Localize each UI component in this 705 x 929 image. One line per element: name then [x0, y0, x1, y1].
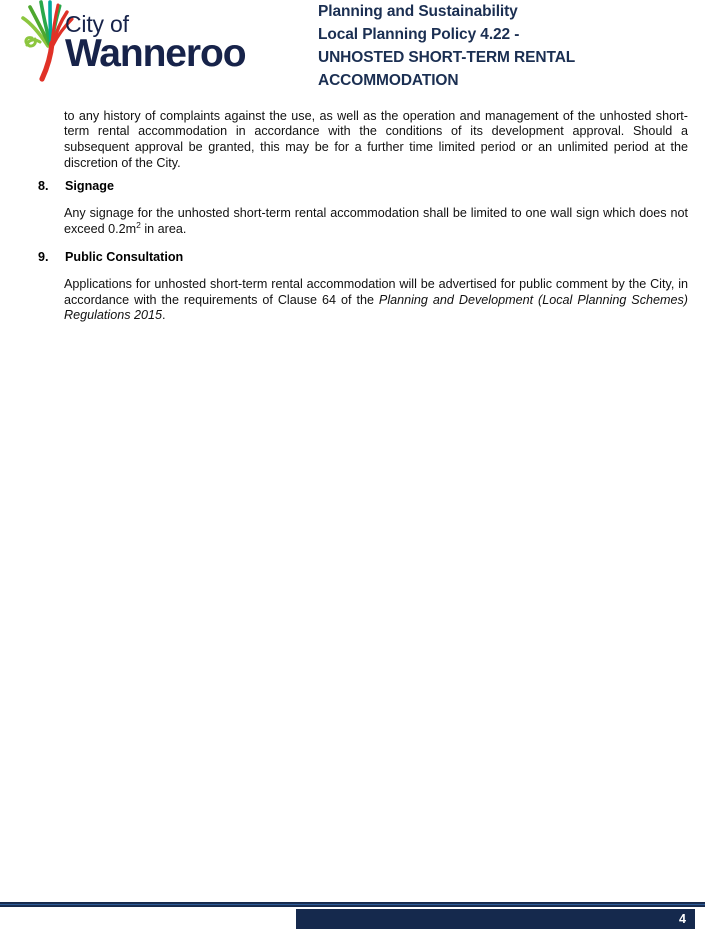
section-9-title: Public Consultation [65, 250, 184, 264]
section-8-number: 8. [38, 179, 49, 193]
section-8-superscript: 2 [136, 219, 141, 230]
city-of-wanneroo-logo [18, 0, 268, 88]
logo-city-of-text: City of [65, 11, 129, 37]
header-title-line-1: Planning and Sustainability [318, 3, 518, 20]
section-9-text-lead: Applications for unhosted short-term rental accommodation will be advertised for public comment by the City, in accordance with the requirements of Clause 64 of the [64, 277, 688, 307]
section-9-number: 9. [38, 250, 49, 264]
footer-page-number-bar [296, 909, 695, 929]
header-title-line-3: UNHOSTED SHORT-TERM RENTAL [318, 49, 576, 66]
footer-divider-rule-highlight [0, 904, 705, 905]
section-8-heading [38, 178, 688, 194]
section-8-text-main: Any signage for the unhosted short-term rental accommodation shall be limited to one wall sign which does not exceed 0.2m [64, 206, 688, 236]
logo-wordmark [65, 12, 270, 74]
section-9-body [64, 277, 688, 324]
page-header [0, 0, 705, 92]
document-header-title [318, 0, 698, 92]
header-title-line-2: Local Planning Policy 4.22 - [318, 26, 520, 43]
section-8-title: Signage [65, 179, 114, 193]
section-9-text-italic: Planning and Development (Local Planning Schemes) Regulations 2015 [64, 292, 688, 323]
section-9-text-tail: . [162, 308, 166, 323]
footer-divider-rule [0, 902, 705, 907]
section-8-text-tail: in area. [140, 221, 187, 236]
continued-paragraph: to any history of complaints against the use, as well as the operation and management of the unhosted short-term rental accommodation in accordance with the conditions of its development approval. Should a subsequent approval be granted, this may be for a further time limited period or an unlimited period at the discretion of the City. [64, 108, 688, 170]
section-9-heading [38, 249, 688, 265]
page-number: 4 [679, 912, 686, 926]
page-footer [0, 899, 705, 929]
header-title-line-4: ACCOMMODATION [318, 72, 459, 89]
logo-wanneroo-text: Wanneroo [65, 32, 246, 75]
section-8-body [64, 206, 688, 237]
